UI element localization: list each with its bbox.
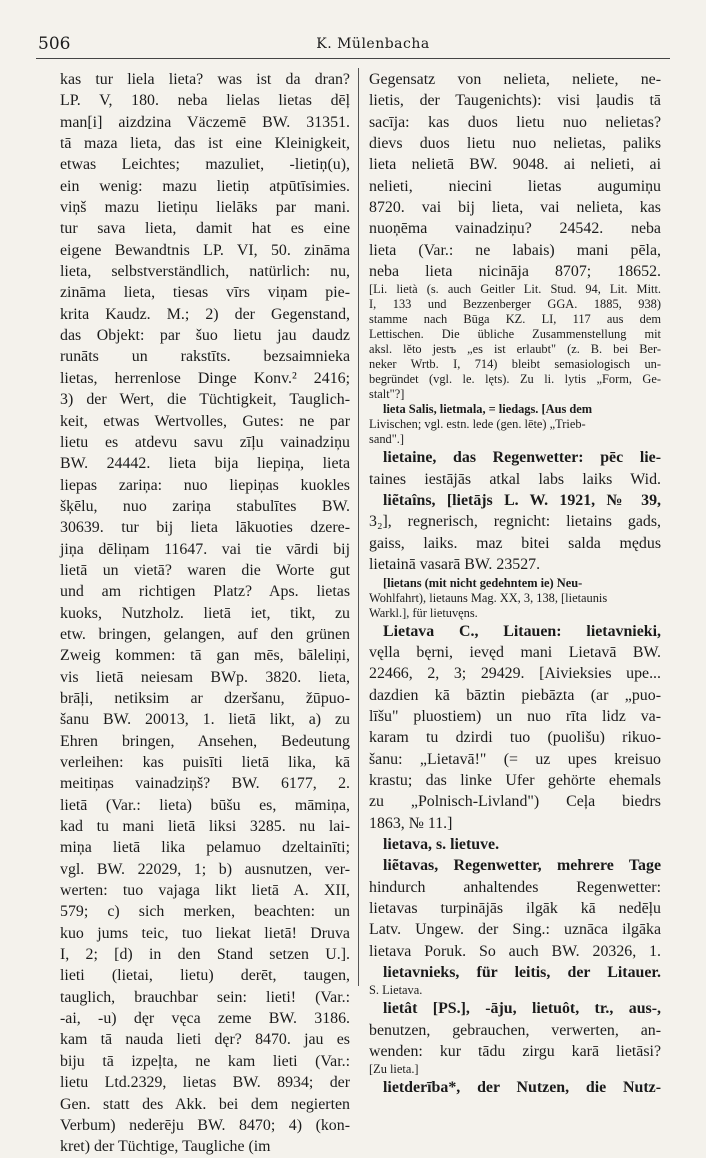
entry-headword-line: Lietava C., Litauen: lietavnieki, <box>383 622 661 640</box>
text-line: jiņa dēliņam 11647. vai tie vārdi bij <box>60 540 350 558</box>
text-line: 3) der Wert, die Tüchtigkeit, Tauglich- <box>60 391 350 409</box>
text-line: šķēlu, nuo zariņa stabulītes BW. <box>60 497 350 515</box>
page-number: 506 <box>38 34 71 54</box>
entry-headword-line: lietât [PS.], -āju, lietuôt, tr., aus-, <box>383 1000 661 1018</box>
text-line: LP. V, 180. neba lielas lietas dēļ <box>60 92 350 110</box>
text-line: Wohlfahrt), lietauns Mag. XX, 3, 138, [lietaunis <box>369 590 608 605</box>
text-line: werten: tuo vajaga likt lietā A. XII, <box>60 882 350 900</box>
text-line: 8720. vai bij lieta, vai nelieta, kas <box>369 199 661 217</box>
text-line: Latv. Ungew. der Sing.: uznāca ilgāka <box>369 921 661 939</box>
text-line: benutzen, gebrauchen, verwerten, an- <box>369 1021 661 1039</box>
text-line: biju tā izpeļta, ne kam lieti (Var.: <box>60 1052 350 1070</box>
text-line: tauglich, brauchbar sein: lieti! (Var.: <box>60 988 350 1006</box>
text-line: karam tu dzirdi tuo (puolišu) rikuo- <box>369 729 661 747</box>
text-line: Zweig kommen: tā gan mēs, bāleliņi, <box>60 647 350 665</box>
text-line: Gegensatz von nelieta, neliete, ne- <box>369 71 661 88</box>
text-line: lieti (lietai, lietu) derēt, taugen, <box>60 967 350 985</box>
text-line: līšu" pluostiem) un nuo rīta lidz va- <box>369 707 661 725</box>
text-line: gaiss, laiks. maz bitei salda mędus <box>369 534 661 552</box>
text-line: eigene Bewandtnis LP. VI, 50. zināma <box>60 241 350 259</box>
left-column <box>60 69 350 1156</box>
text-line: BW. 24442. lieta bija liepiņa, lieta <box>60 455 350 473</box>
text-line: 1863, № 11.] <box>369 814 453 832</box>
text-line: kuoks, Nutzholz. lietā iet, tikt, zu <box>60 604 350 622</box>
text-line: lietava Poruk. So auch BW. 20326, 1. <box>369 942 661 960</box>
right-column <box>369 69 661 1097</box>
entry-headword-line: liẽtavas, Regenwetter, mehrere Tage <box>383 857 661 875</box>
text-line: lietavas turpinājās ilgāk kā nedēļu <box>369 899 661 917</box>
text-line: lietu es atdevu savu zīļu vainadziņu <box>60 433 350 451</box>
entry-headword-line: lieta Salis, lietmala, = liedags. [Aus dem <box>383 402 593 417</box>
entry-headword-line: lietderība*, der Nutzen, die Nutz- <box>383 1079 661 1097</box>
text-line: 22466, 2, 3; 29429. [Aivieksies upe... <box>369 665 661 683</box>
column-divider <box>358 68 359 986</box>
text-line: brāļi, netiksim ar dzeršanu, žūpuo- <box>60 689 350 707</box>
text-line: šanu: „Lietavā!" (= uz upes kreisuo <box>369 750 661 768</box>
text-line: vgl. BW. 22029, 1; b) ausnutzen, ver- <box>60 860 350 878</box>
text-line: 3₂], regnerisch, regnicht: lietains gads, <box>369 513 661 531</box>
text-line: kret) der Tüchtige, Taugliche (im <box>60 1138 271 1156</box>
text-line: krita Kaudz. M.; 2) der Gegenstand, <box>60 305 350 323</box>
text-line: lietā (Var.: lieta) būšu es, māmiņa, <box>60 796 350 814</box>
text-line: dievs duos lietu nuo nelietas, paliks <box>369 135 661 153</box>
entry-headword-line: liẽtaîns, [lietājs L. W. 1921, № 39, <box>383 492 661 510</box>
text-line: nuoņēma vainadziņu? 24542. neba <box>369 220 661 238</box>
text-line: neker Wrtb. I, 714) bleibt semasiologisch un- <box>369 357 661 372</box>
text-line: Gen. statt des Akk. bei dem negierten <box>60 1095 350 1113</box>
text-line: lieta, selbstverständlich, natürlich: nu, <box>60 263 350 281</box>
text-line: das Objekt: par šuo lietu jau daudz <box>60 327 350 345</box>
text-line: Warkl.], für lietuvęns. <box>369 605 478 620</box>
text-line: keit, etwas Wertvolles, Gutes: ne par <box>60 412 350 430</box>
entry-headword-line: lietaine, das Regenwetter: pēc lie- <box>383 449 661 467</box>
text-line: sacīja: kas duos lietu nuo nelietas? <box>369 113 661 131</box>
text-line: I, 2; [d) in den Stand setzen U.]. <box>60 946 350 964</box>
text-line: verleihen: kas puisīti lietā lika, kā <box>60 754 350 771</box>
text-line: Verbum) nederēju BW. 8470; 4) (kon- <box>60 1116 350 1134</box>
text-line: lietā un vietā? waren die Worte gut <box>60 561 350 579</box>
text-line: kuo jums teic, tuo liekat lietā! Druva <box>60 924 350 942</box>
text-line: aksl. lěto jestъ „es ist erlaubt" (z. B. bei Ber- <box>369 342 661 357</box>
text-line: Lettischen. Die übliche Zusammenstellung mit <box>369 327 661 342</box>
text-line: kam tā nauda lieti dęr? 8470. jau es <box>60 1031 350 1049</box>
text-line: krastu; das linke Ufer gehörte ehemals <box>369 771 661 789</box>
text-line: vęlla bęrni, ievęd mani Lietavā BW. <box>369 643 661 661</box>
text-line: I, 133 und Bezzenberger GGA. 1885, 938) <box>369 297 661 312</box>
header-rule <box>36 58 670 59</box>
text-line: miņa lietā lika pelamuo dzeltainīti; <box>60 839 350 857</box>
text-line: runāts un rakstīts. bezsaimnieka <box>60 348 350 366</box>
text-line: sand".] <box>369 432 404 447</box>
text-line: meitiņas vainadziņš? BW. 6177, 2. <box>60 775 350 793</box>
text-line: [Zu lieta.] <box>369 1062 419 1077</box>
text-line: tā maza lieta, das ist eine Kleinigkeit, <box>60 135 350 153</box>
text-line: 579; c) sich merken, beachten: un <box>60 903 350 921</box>
text-line: begründet (vgl. le. lęts). Zu li. lytis „Form, Ge- <box>369 372 661 387</box>
text-line: vis lietā neiesam BWp. 3820. lieta, <box>60 668 350 686</box>
text-line: kad tu mani lietā liksi 3285. nu lai- <box>60 818 350 836</box>
text-line: wenden: kur tādu zirgu karā lietāsi? <box>369 1043 661 1061</box>
text-line: Livischen; vgl. estn. lede (gen. lēte) „Trieb- <box>369 417 586 432</box>
text-line: [Li. lietà (s. auch Geitler Lit. Stud. 94, Lit. Mitt. <box>369 282 661 297</box>
text-line: und am richtigen Platz? Aps. lietas <box>60 583 350 601</box>
text-line: stalt"?] <box>369 387 405 402</box>
text-line: nelieti, niecini lietas augumiņu <box>369 177 661 195</box>
text-line: Ehren bringen, Ansehen, Bedeutung <box>60 732 350 750</box>
text-line: hindurch anhaltendes Regenwetter: <box>369 878 661 896</box>
text-line: šanu BW. 20013, 1. lietā likt, a) zu <box>60 711 350 729</box>
running-title: K. Mülenbacha <box>316 36 430 52</box>
text-line: ein wenig: mazu lietiņ atpūtīsimies. <box>60 177 350 195</box>
text-line: zu „Polnisch-Livland") Ceļa biedrs <box>369 793 661 811</box>
entry-headword-line: [lietans (mit nicht gedehntem ie) Neu- <box>383 575 583 590</box>
text-line: lieta (Var.: ne labais) mani pēla, <box>369 241 661 259</box>
text-line: lietainā vasarā BW. 23527. <box>369 556 541 574</box>
text-line: neba lieta nicināja 8707; 18652. <box>369 263 661 281</box>
text-line: etwas Leichtes; mazuliet, -lietiņ(u), <box>60 156 350 174</box>
text-line: lieta nelietā BW. 9048. ai nelieti, ai <box>369 156 661 174</box>
entry-headword-line: lietava, s. lietuve. <box>383 835 500 853</box>
text-line: stamme nach Būga KZ. LI, 117 aus dem <box>369 312 661 327</box>
text-line: taines iestājās atkal labs laiks Wid. <box>369 470 661 488</box>
text-line: zināma lieta, tiesas vīrs viņam pie- <box>60 284 350 302</box>
text-line: liepas zariņa: nuo liepiņas kuokles <box>60 476 350 494</box>
text-line: tur sava lieta, damit hat es eine <box>60 220 350 238</box>
text-line: kas tur liela lieta? was ist da dran? <box>60 71 350 88</box>
text-line: lietas, herrenlose Dinge Konv.² 2416; <box>60 369 350 387</box>
text-line: dazdien kā bāztin piebāzta (ar „puo- <box>369 686 661 704</box>
text-line: lietu Ltd.2329, lietas BW. 8934; der <box>60 1074 350 1092</box>
text-line: viņš mazu lietiņu lielāks par mani. <box>60 199 350 217</box>
text-line: etw. bringen, gelangen, auf den grünen <box>60 625 350 643</box>
text-line: man[i] aizdzina Väczemē BW. 31351. <box>60 113 350 131</box>
text-line: S. Lietava. <box>369 983 423 998</box>
text-line: -ai, -u) dęr vęca zeme BW. 3186. <box>60 1010 350 1028</box>
entry-headword-line: lietavnieks, für leitis, der Litauer. <box>383 964 661 981</box>
text-line: lietis, der Taugenichts): visi ļaudis tā <box>369 92 661 110</box>
text-line: 30639. tur bij lieta lākuoties dzere- <box>60 519 350 537</box>
